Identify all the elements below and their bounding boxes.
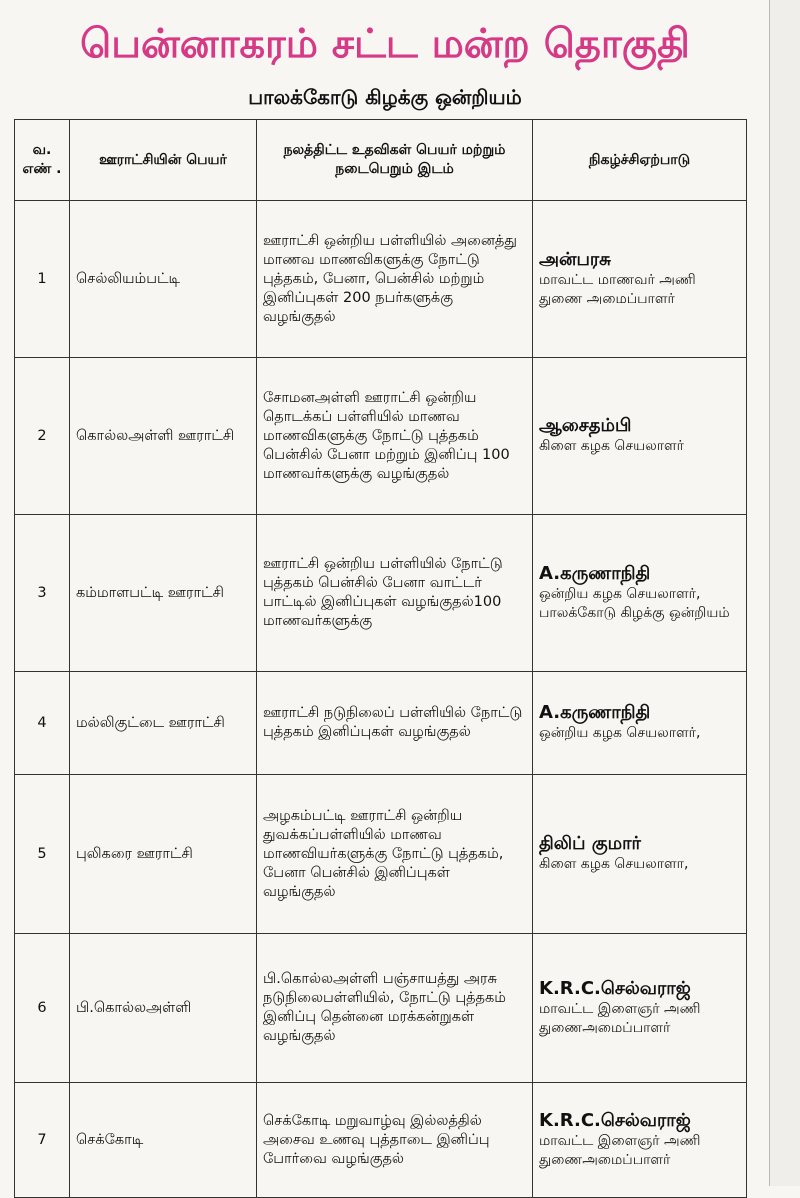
page-subtitle: பாலக்கோடு கிழக்கு ஒன்றியம் [248, 85, 522, 109]
table-row [15, 201, 747, 358]
panchayat-name: செக்கோடி [70, 1083, 257, 1198]
table-row [15, 934, 747, 1083]
panchayat-name: புலிகரை ஊராட்சி [70, 775, 257, 934]
program-table [14, 119, 747, 1198]
table-row [15, 515, 747, 672]
organizer-cell [533, 1083, 747, 1198]
organizer-name: A.கருணாநிதி [539, 702, 651, 723]
row-number: 5 [15, 775, 70, 934]
organizer-role: மாவட்ட மாணவர் அணி துணை அமைப்பாளர் [539, 271, 696, 307]
row-number: 1 [15, 201, 70, 358]
table-row [15, 358, 747, 515]
organizer-role: கிளை கழக செயலாளர் [539, 438, 684, 454]
table-header-row [15, 120, 747, 201]
program-description: செக்கோடி மறுவாழ்வு இல்லத்தில் அசைவ உணவு புத்தாடை இனிப்பு போர்வை வழங்குதல் [257, 1083, 533, 1198]
organizer-name: அன்பரசு [539, 248, 611, 270]
organizer-cell [533, 515, 747, 672]
program-description: சோமனஅள்ளி ஊராட்சி ஒன்றிய தொடக்கப் பள்ளியில் மாணவ மாணவிகளுக்கு நோட்டு புத்தகம் பென்சில் பேனா மற்றும் இனிப்பு 100 மாணவர்களுக்கு வழங்குதல் [257, 358, 533, 515]
panchayat-name: கொல்லஅள்ளி ஊராட்சி [70, 358, 257, 515]
program-description: பி.கொல்லஅள்ளி பஞ்சாயத்து அரசு நடுநிலைபள்ளியில், நோட்டு புத்தகம் இனிப்பு தென்னை மரக்கன்றுகள் வழங்குதல் [257, 934, 533, 1083]
panchayat-name: மல்லிகுட்டை ஊராட்சி [70, 672, 257, 775]
table-row [15, 775, 747, 934]
organizer-name: ஆசைதம்பி [539, 415, 632, 436]
panchayat-name: கம்மாளபட்டி ஊராட்சி [70, 515, 257, 672]
row-number: 7 [15, 1083, 70, 1198]
program-description: ஊராட்சி ஒன்றிய பள்ளியில் நோட்டு புத்தகம் பென்சில் பேனா வாட்டர் பாட்டில் இனிப்புகள் வழங்குதல்100 மாணவர்களுக்கு [257, 515, 533, 672]
panchayat-name: பி.கொல்லஅள்ளி [70, 934, 257, 1083]
page-title: பென்னாகரம் சட்ட மன்ற தொகுதி [80, 21, 690, 67]
program-description: ஊராட்சி நடுநிலைப் பள்ளியில் நோட்டு புத்தகம் இனிப்புகள் வழங்குதல் [257, 672, 533, 775]
organizer-cell [533, 934, 747, 1083]
header-serial-number: வ. எண் . [15, 120, 70, 201]
organizer-role: ஒன்றிய கழக செயலாளர், [539, 725, 701, 741]
panchayat-name: செல்லியம்பட்டி [70, 201, 257, 358]
organizer-cell [533, 201, 747, 358]
adjacent-page-edge [769, 0, 800, 1186]
organizer-name: K.R.C.செல்வராஜ் [539, 1109, 691, 1131]
row-number: 3 [15, 515, 70, 672]
organizer-name: K.R.C.செல்வராஜ் [539, 977, 691, 999]
organizer-role: மாவட்ட இளைஞர் அணி துணைஅமைப்பாளர் [539, 1132, 701, 1168]
organizer-cell [533, 358, 747, 515]
header-panchayat-name: ஊராட்சியின் பெயர் [70, 120, 257, 201]
organizer-role: மாவட்ட இளைஞர் அணி துணைஅமைப்பாளர் [539, 1000, 701, 1036]
organizer-role: கிளை கழக செயலாளா, [539, 856, 689, 872]
row-number: 6 [15, 934, 70, 1083]
program-description: அழகம்பட்டி ஊராட்சி ஒன்றிய துவக்கப்பள்ளியில் மாணவ மாணவியர்களுக்கு நோட்டு புத்தகம், பேனா பென்சில் இனிப்புகள் வழங்குதல் [257, 775, 533, 934]
organizer-role: ஒன்றிய கழக செயலாளர், பாலக்கோடு கிழக்கு ஒன்றியம் [539, 585, 730, 621]
header-organizer: நிகழ்ச்சிஏற்பாடு [533, 120, 747, 201]
organizer-cell [533, 672, 747, 775]
table-row [15, 672, 747, 775]
row-number: 2 [15, 358, 70, 515]
header-program-details: நலத்திட்ட உதவிகள் பெயர் மற்றும் நடைபெறும் இடம் [257, 120, 533, 201]
organizer-cell [533, 775, 747, 934]
organizer-name: திலிப் குமார் [539, 833, 641, 854]
program-description: ஊராட்சி ஒன்றிய பள்ளியில் அனைத்து மாணவ மாணவிகளுக்கு நோட்டு புத்தகம், பேனா, பென்சில் மற்றும் இனிப்புகள் 200 நபர்களுக்கு வழங்குதல் [257, 201, 533, 358]
organizer-name: A.கருணாநிதி [539, 562, 651, 584]
table-row [15, 1083, 747, 1198]
row-number: 4 [15, 672, 70, 775]
